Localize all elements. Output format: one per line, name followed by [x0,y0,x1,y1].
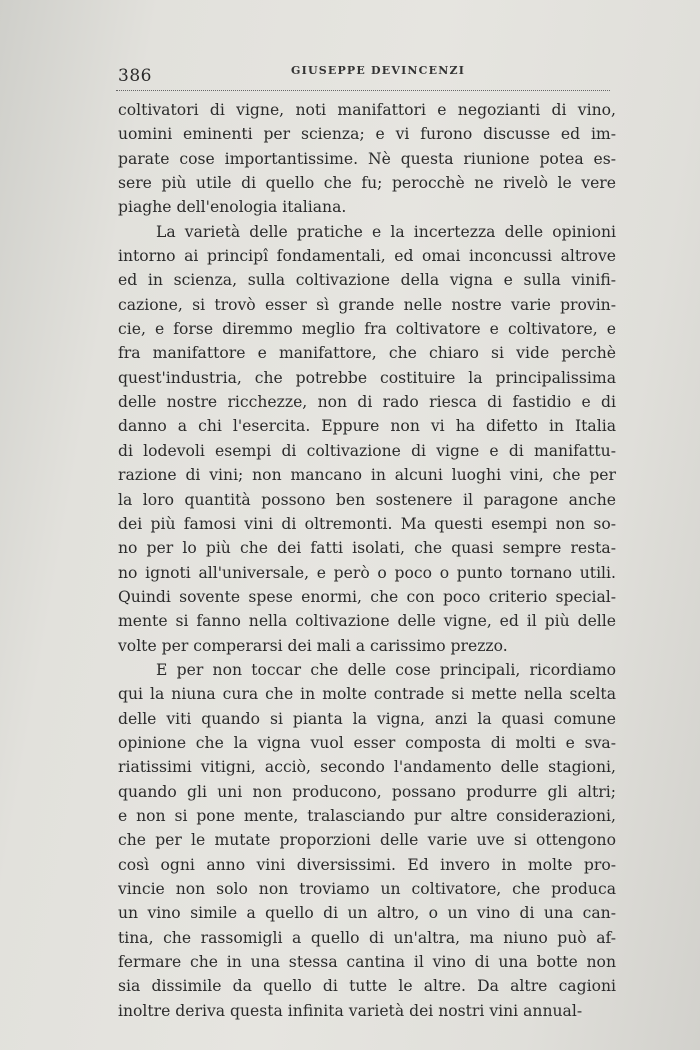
page-number: 386 [118,66,152,86]
text-line: Quindi sovente spese enormi, che con poco criterio special- [118,587,616,606]
text-line: piaghe dell'enologia italiana. [118,198,347,217]
text-line: no ignoti all'universale, e però o poco o punto tornano utili. [118,563,616,582]
paragraph [118,658,616,1023]
text-line: vincie non solo non troviamo un coltivatore, che produca [118,880,616,898]
text-line: danno a chi l'esercita. Eppure non vi ha difetto in Italia [118,417,616,436]
text-line: qui la niuna cura che in molte contrade si mette nella scelta [118,685,616,704]
text-line: coltivatori di vigne, noti manifattori e negozianti di vino, [118,101,616,119]
text-line: opinione che la vigna vuol esser composta di molti e sva- [118,733,616,752]
text-line: inoltre deriva questa infinita varietà dei nostri vini annual- [118,1001,583,1020]
text-line: uomini eminenti per scienza; e vi furono discusse ed im- [118,125,616,144]
text-line: un vino simile a quello di un altro, o un vino di una can- [118,904,616,923]
page-header [116,60,612,84]
text-line: riatissimi vitigni, acciò, secondo l'andamento delle stagioni, [118,758,616,777]
text-line: fra manifattore e manifattore, che chiaro si vide perchè [118,344,616,363]
text-line: delle nostre ricchezze, non di rado riesca di fastidio e di [118,393,616,412]
text-line: intorno ai principî fondamentali, ed omai inconcussi altrove [118,247,616,266]
text-line: razione di vini; non mancano in alcuni luoghi vini, che per [118,466,616,485]
text-line: dei più famosi vini di oltremonti. Ma questi esempi non so- [118,514,616,533]
text-line: di lodevoli esempi di coltivazione di vigne e di manifattu- [118,441,616,460]
paragraph [118,98,616,220]
paragraph [118,220,616,658]
text-line: volte per comperarsi dei mali a carissimo prezzo. [118,636,508,655]
text-line: sere più utile di quello che fu; perocchè ne rivelò le vere [118,174,616,193]
text-line: mente si fanno nella coltivazione delle vigne, ed il più delle [118,612,616,631]
text-line: tina, che rassomigli a quello di un'altra, ma niuno può af- [118,928,616,947]
text-line: parate cose importantissime. Nè questa riunione potea es- [118,149,616,168]
text-line: la loro quantità possono ben sostenere il paragone anche [118,490,616,509]
text-line: e non si pone mente, tralasciando pur altre considerazioni, [118,806,616,825]
text-line: quando gli uni non producono, possano produrre gli altri; [118,782,616,801]
text-line: no per lo più che dei fatti isolati, che quasi sempre resta- [118,539,616,558]
text-line: cazione, si trovò esser sì grande nelle nostre varie provin- [118,295,616,314]
text-line: che per le mutate proporzioni delle varie uve si ottengono [118,831,616,850]
header-rule [116,90,610,91]
body-text [118,98,616,1023]
text-line: La varietà delle pratiche e la incertezza delle opinioni [156,222,616,241]
text-line: quest'industria, che potrebbe costituire la principalissima [118,368,616,387]
text-line: fermare che in una stessa cantina il vino di una botte non [118,953,616,972]
text-line: cie, e forse diremmo meglio fra coltivatore e coltivatore, e [118,320,616,339]
text-line: così ogni anno vini diversissimi. Ed invero in molte pro- [118,855,616,874]
text-line: sia dissimile da quello di tutte le altre. Da altre cagioni [118,977,616,996]
text-line: E per non toccar che delle cose principali, ricordiamo [156,660,616,679]
text-line: delle viti quando si pianta la vigna, anzi la quasi comune [118,709,616,728]
running-head: GIUSEPPE DEVINCENZI [291,64,466,77]
text-line: ed in scienza, sulla coltivazione della vigna e sulla vinifi- [118,271,616,290]
